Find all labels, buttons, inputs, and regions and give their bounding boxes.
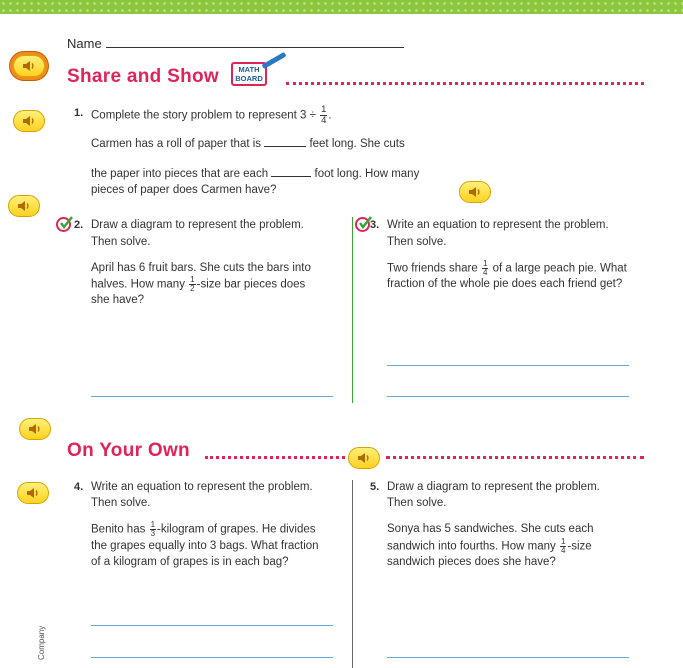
problem-5-story-3: sandwich pieces does she have? (387, 556, 556, 568)
side-copyright-text: Company (37, 625, 46, 660)
name-input-line[interactable] (106, 47, 404, 48)
audio-button-problem-3[interactable] (459, 181, 491, 203)
problem-5-story-2 (387, 538, 592, 555)
problem-4-answer-line-1[interactable] (91, 625, 333, 626)
audio-button-share-and-show[interactable] (13, 55, 45, 77)
section-divider-dots-left (205, 456, 345, 459)
problem-5-instruction-1: Draw a diagram to represent the problem. (387, 481, 600, 493)
problem-1-line-1-start: Carmen has a roll of paper that is (91, 138, 262, 150)
problem-4-story-2: the grapes equally into 3 bags. What fraction (91, 540, 319, 552)
problem-5-instruction-2: Then solve. (387, 497, 447, 509)
fraction-one-fourth: $\frac{1}{4}$ (482, 259, 488, 277)
problem-2-instruction-1: Draw a diagram to represent the problem. (91, 219, 304, 231)
problem-1-line-2-start: the paper into pieces that are each (91, 168, 269, 180)
on-your-own-title: On Your Own (67, 440, 190, 461)
fraction-one-half: $\frac{1}{2}$ (190, 275, 195, 293)
problem-3-story-1 (387, 260, 627, 277)
math-board-line2: BOARD (235, 74, 263, 83)
problem-1-number: 1. (74, 107, 84, 119)
problem-5-story-2-start: sandwich into fourths. How many (387, 540, 556, 553)
problem-3-answer-line-1[interactable] (387, 365, 629, 366)
problem-3-answer-line-2[interactable] (387, 396, 629, 397)
name-label: Name (67, 36, 102, 51)
problem-2-number: 2. (74, 219, 84, 231)
feet-blank[interactable] (264, 136, 306, 147)
speaker-icon (28, 423, 42, 435)
problem-1-line-1 (91, 136, 405, 152)
checkmark-icon (355, 217, 370, 232)
problem-4-story-1 (91, 521, 316, 538)
fraction-one-fourth: $\frac{1}{4}$ (321, 104, 327, 126)
problem-4-instruction-1: Write an equation to represent the problem. (91, 481, 313, 493)
audio-button-problem-1[interactable] (13, 110, 45, 132)
problem-2-story-3: she have? (91, 294, 145, 306)
problem-2-story-2 (91, 276, 305, 293)
audio-button-on-your-own[interactable] (19, 418, 51, 440)
problem-4-answer-line-2[interactable] (91, 657, 333, 658)
problem-2-story-1: April has 6 fruit bars. She cuts the bars into (91, 262, 311, 274)
problem-1-line-3: pieces of paper does Carmen have? (91, 184, 277, 196)
problem-1-line-2 (91, 166, 419, 182)
problem-1-prompt (91, 105, 332, 126)
problem-2-story-2-end: -size bar pieces does (196, 278, 306, 291)
section-divider-dots (286, 82, 644, 85)
audio-button-problem-2[interactable] (8, 195, 40, 217)
problem-5-number: 5. (370, 481, 380, 493)
problem-3-story-1-start: Two friends share (387, 262, 478, 275)
pen-icon (261, 52, 286, 69)
speaker-icon (357, 452, 371, 464)
checkmark-icon (56, 217, 71, 232)
fraction-one-fourth: $\frac{1}{4}$ (560, 537, 566, 555)
share-and-show-title: Share and Show (67, 66, 220, 87)
problem-2-story-2-start: halves. How many (91, 278, 185, 291)
fraction-one-third: $\frac{1}{3}$ (150, 520, 156, 538)
problem-2-answer-line[interactable] (91, 396, 333, 397)
problem-1-line-1-end: feet long. She cuts (309, 138, 405, 150)
problem-2-instruction-2: Then solve. (91, 236, 151, 248)
problem-3-story-1-end: of a large peach pie. What (492, 262, 627, 275)
column-divider-bottom (352, 480, 353, 668)
math-board-badge[interactable] (231, 58, 271, 88)
foot-blank[interactable] (271, 166, 311, 177)
problem-4-story-1-start: Benito has (91, 523, 146, 536)
speaker-icon (22, 115, 36, 127)
problem-3-instruction-1: Write an equation to represent the problem. (387, 219, 609, 231)
speaker-icon (17, 200, 31, 212)
problem-4-instruction-2: Then solve. (91, 497, 151, 509)
problem-3-instruction-2: Then solve. (387, 236, 447, 248)
problem-4-story-3: of a kilogram of grapes is in each bag? (91, 556, 289, 568)
problem-5-story-1: Sonya has 5 sandwiches. She cuts each (387, 523, 594, 535)
problem-1-prompt-start: Complete the story problem to represent 3 ÷ (91, 109, 316, 122)
top-decorative-band (0, 0, 683, 14)
problem-3-number: 3. (370, 219, 380, 231)
problem-1-line-2-end: foot long. How many (314, 168, 420, 180)
section-divider-dots-right (386, 456, 644, 459)
problem-4-story-1-end: -kilogram of grapes. He divides (157, 523, 316, 536)
problem-5-story-2-end: -size (567, 540, 592, 553)
audio-button-problem-5[interactable] (348, 447, 380, 469)
problem-5-answer-line[interactable] (387, 657, 629, 658)
audio-button-problem-4[interactable] (17, 482, 49, 504)
speaker-icon (468, 186, 482, 198)
problem-3-story-2: fraction of the whole pie does each friend get? (387, 278, 623, 290)
speaker-icon (22, 60, 36, 72)
problem-1-prompt-end: . (328, 109, 332, 122)
column-divider (352, 217, 353, 403)
speaker-icon (26, 487, 40, 499)
problem-4-number: 4. (74, 481, 84, 493)
math-board-line1: MATH (238, 65, 260, 74)
